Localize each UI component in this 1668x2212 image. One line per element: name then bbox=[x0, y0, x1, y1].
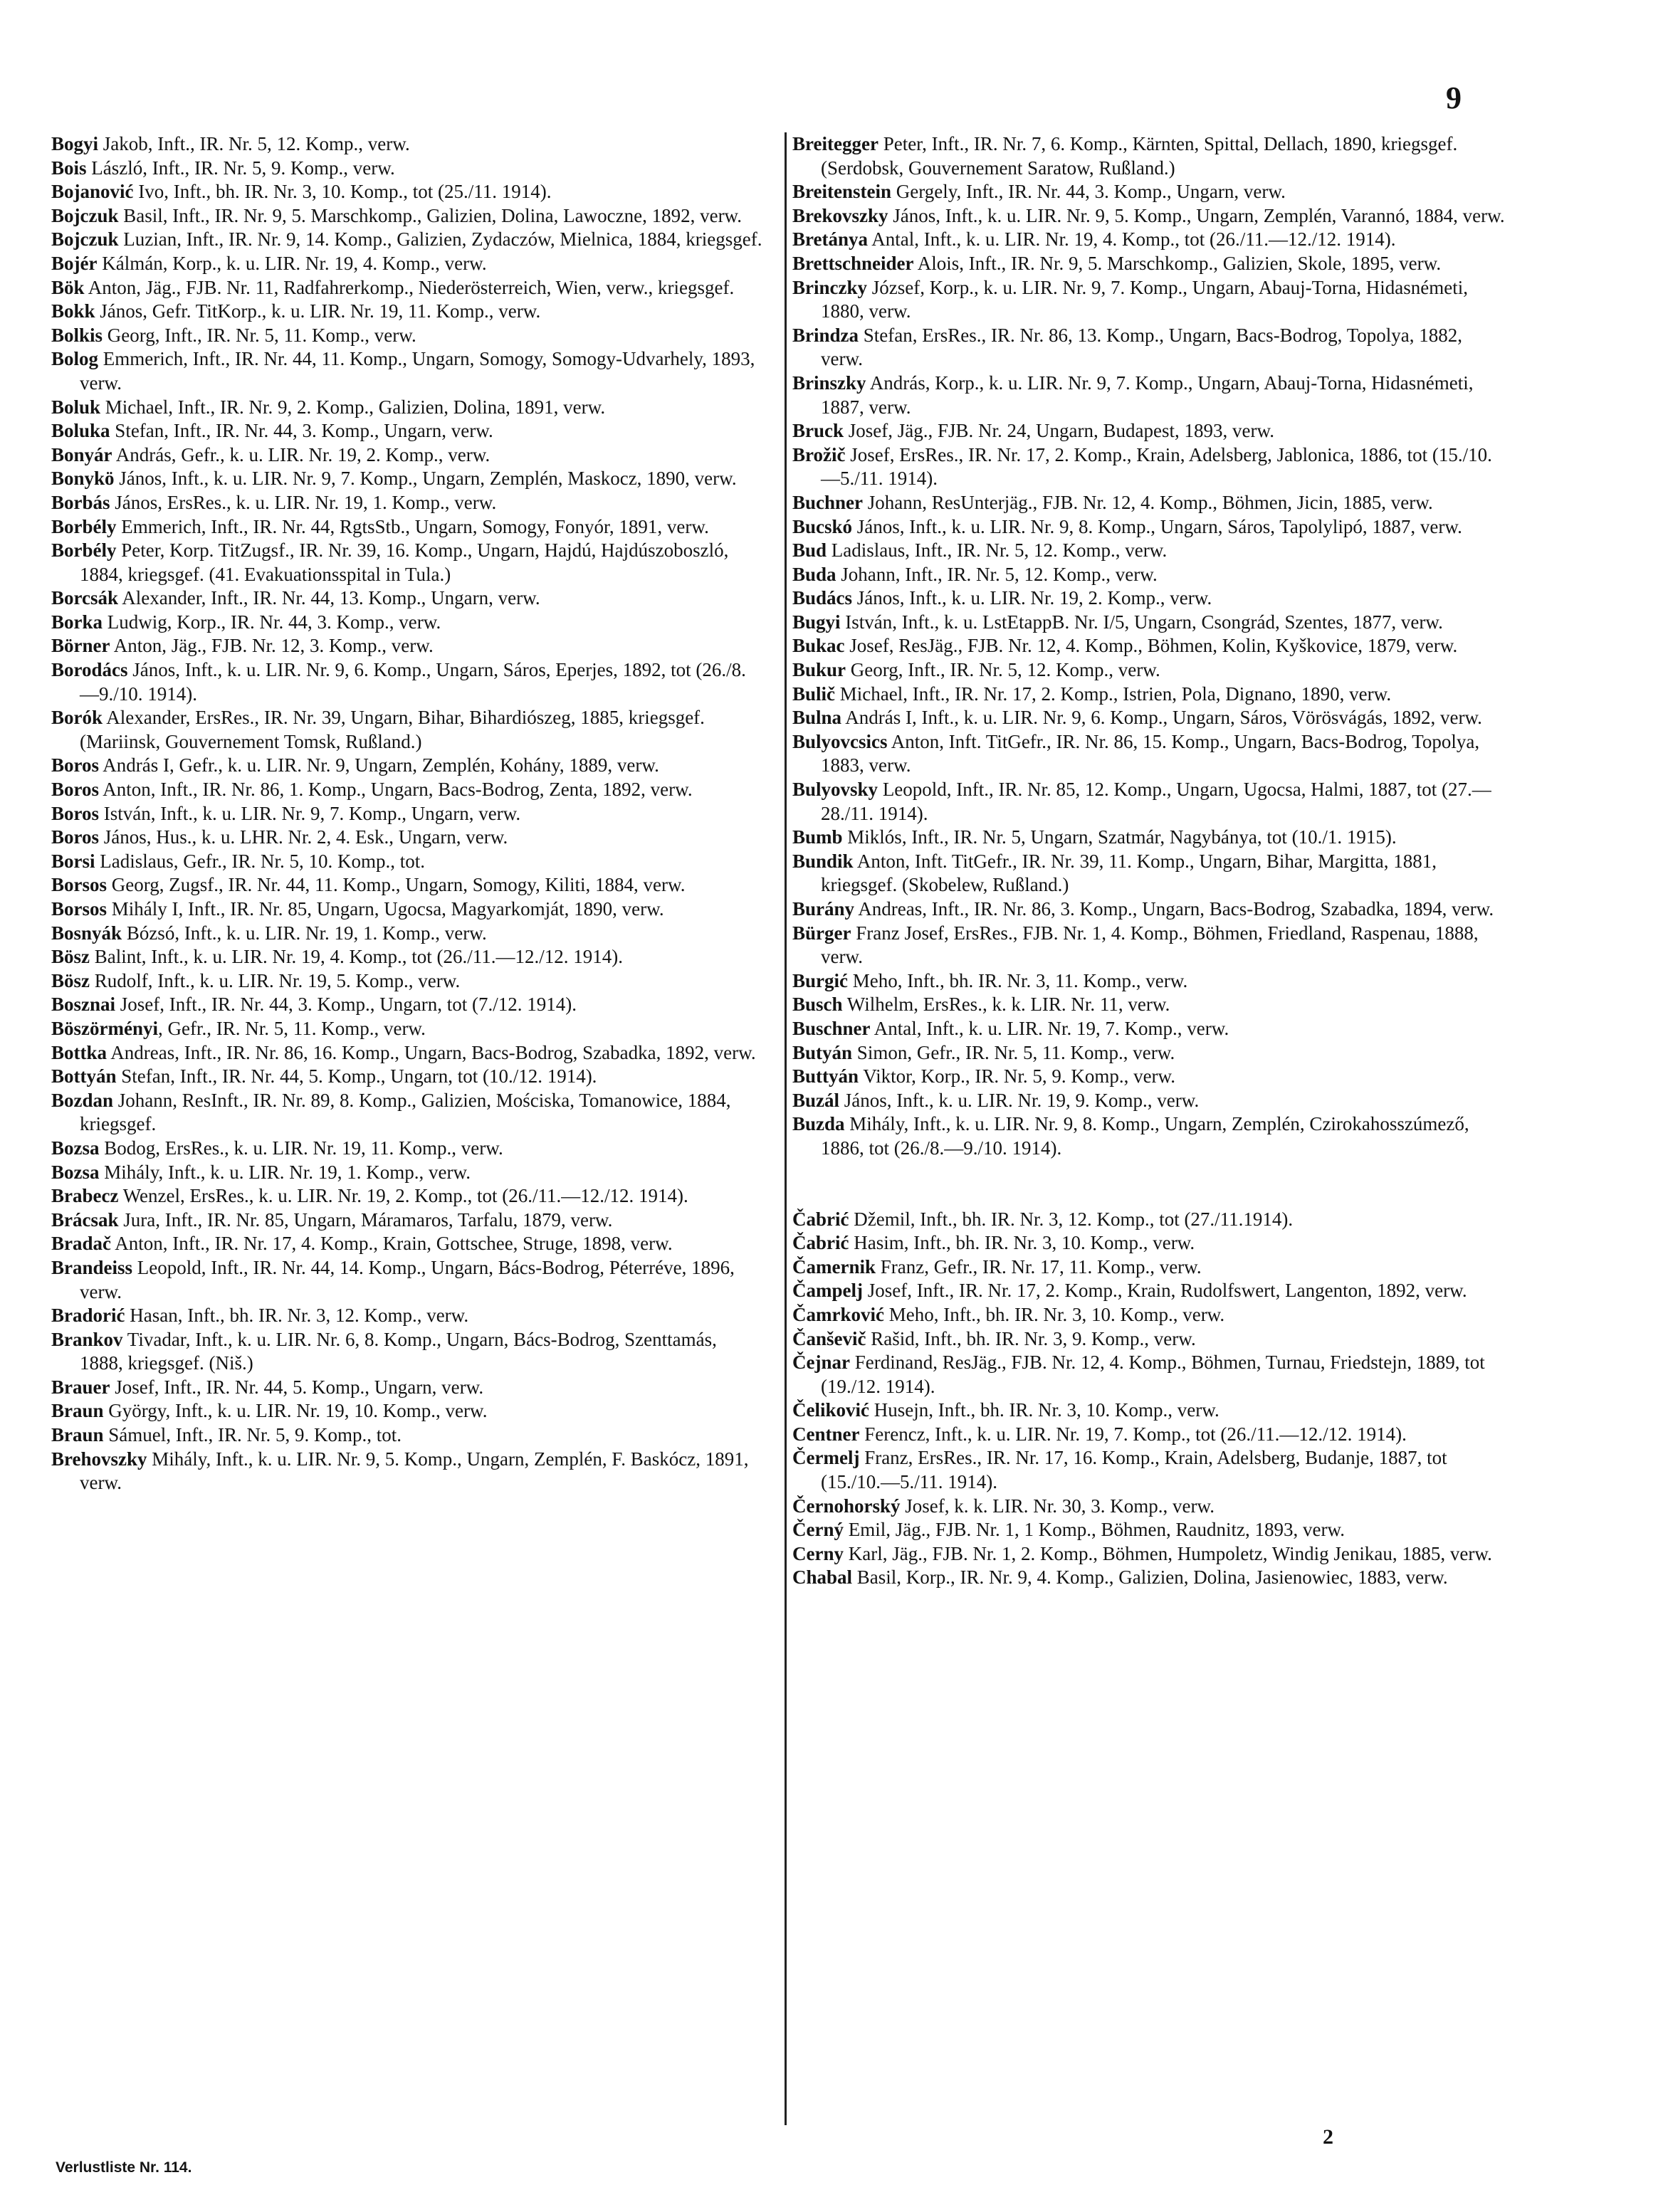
entry-surname: Čabrić bbox=[792, 1208, 849, 1230]
entry-details: Andreas, Inft., IR. Nr. 86, 16. Komp., Ungarn, Bacs-Bodrog, Szabadka, 1892, verw. bbox=[107, 1041, 756, 1063]
entry-details: János, Inft., k. u. LIR. Nr. 9, 7. Komp., Ungarn, Zemplén, Maskocz, 1890, verw. bbox=[114, 468, 737, 490]
entry-surname: Čanševič bbox=[792, 1327, 866, 1349]
entry-surname: Bosznai bbox=[51, 994, 116, 1016]
list-entry bbox=[51, 945, 765, 969]
list-entry bbox=[792, 586, 1506, 611]
entry-surname: Braun bbox=[51, 1424, 104, 1446]
entry-details: Emil, Jäg., FJB. Nr. 1, 1 Komp., Böhmen, Raudnitz, 1893, verw. bbox=[843, 1519, 1345, 1541]
entry-surname: Borcsák bbox=[51, 587, 119, 609]
entry-surname: Bösz bbox=[51, 969, 90, 991]
entry-details: Meho, Inft., bh. IR. Nr. 3, 10. Komp., verw. bbox=[883, 1303, 1225, 1325]
list-entry bbox=[51, 1017, 765, 1041]
list-entry bbox=[792, 1327, 1506, 1352]
entry-details: Franz, ErsRes., IR. Nr. 17, 16. Komp., Krain, Adelsberg, Budanje, 1887, tot (15./10.—5./11. 1914). bbox=[821, 1447, 1447, 1493]
list-entry bbox=[792, 204, 1506, 228]
entry-surname: Bojczuk bbox=[51, 228, 119, 251]
left-column bbox=[51, 132, 765, 1495]
list-entry bbox=[51, 467, 765, 491]
list-entry bbox=[792, 897, 1506, 922]
footer-list-number: Verlustliste Nr. 114. bbox=[56, 2159, 192, 2176]
entry-surname: Bucskó bbox=[792, 515, 853, 537]
entry-surname: Bojczuk bbox=[51, 204, 119, 226]
entry-details: Antal, Inft., k. u. LIR. Nr. 19, 7. Komp., verw. bbox=[870, 1017, 1229, 1039]
entry-details: Mihály, Inft., k. u. LIR. Nr. 19, 1. Komp., verw. bbox=[99, 1161, 471, 1183]
entry-details: András, Korp., k. u. LIR. Nr. 9, 7. Komp., Ungarn, Abauj-Torna, Hidasnémeti, 1887, verw. bbox=[821, 372, 1474, 418]
entry-surname: Čamernik bbox=[792, 1255, 876, 1278]
entry-surname: Boros bbox=[51, 779, 100, 801]
list-entry bbox=[51, 132, 765, 157]
entry-surname: Buda bbox=[792, 563, 836, 585]
entry-surname: Černohorský bbox=[792, 1495, 901, 1517]
entry-details: János, Inft., k. u. LIR. Nr. 9, 8. Komp., Ungarn, Sáros, Tapolylipó, 1887, verw. bbox=[852, 515, 1462, 537]
list-entry bbox=[51, 1423, 765, 1448]
entry-details: József, Korp., k. u. LIR. Nr. 9, 7. Komp., Ungarn, Abauj-Torna, Hidasnémeti, 1880, verw. bbox=[821, 276, 1468, 322]
list-entry bbox=[51, 491, 765, 515]
entry-details: Michael, Inft., IR. Nr. 17, 2. Komp., Istrien, Pola, Dignano, 1890, verw. bbox=[835, 683, 1392, 705]
entry-surname: Borsos bbox=[51, 898, 107, 920]
entry-details: András, Gefr., k. u. LIR. Nr. 19, 2. Komp., verw. bbox=[112, 443, 491, 465]
list-entry bbox=[51, 1399, 765, 1423]
entry-surname: Bradač bbox=[51, 1233, 111, 1255]
entry-details: Mihály, Inft., k. u. LIR. Nr. 9, 8. Komp., Ungarn, Zemplén, Czirokahosszúmező, 1886, tot (26./8.—9./10. 1914). bbox=[821, 1113, 1469, 1159]
entry-details: Luzian, Inft., IR. Nr. 9, 14. Komp., Galizien, Zydaczów, Mielnica, 1884, kriegsgef. bbox=[118, 228, 762, 251]
list-entry bbox=[792, 611, 1506, 635]
entry-surname: Brindza bbox=[792, 324, 859, 346]
entry-details: Leopold, Inft., IR. Nr. 85, 12. Komp., Ungarn, Ugocsa, Halmi, 1887, tot (27.—28./11. 1914). bbox=[821, 779, 1491, 824]
entry-details: Viktor, Korp., IR. Nr. 5, 9. Komp., verw. bbox=[859, 1065, 1176, 1087]
list-entry bbox=[792, 826, 1506, 850]
entry-details: János, Hus., k. u. LHR. Nr. 2, 4. Esk., Ungarn, verw. bbox=[99, 826, 508, 848]
entry-surname: Bottyán bbox=[51, 1065, 117, 1087]
list-entry bbox=[792, 539, 1506, 563]
entry-details: Ladislaus, Gefr., IR. Nr. 5, 10. Komp., tot. bbox=[95, 850, 425, 872]
entry-surname: Bugyi bbox=[792, 611, 841, 633]
entry-surname: Boros bbox=[51, 754, 100, 776]
list-entry bbox=[792, 1017, 1506, 1041]
entry-details: Wilhelm, ErsRes., k. k. LIR. Nr. 11, verw. bbox=[842, 994, 1170, 1016]
list-entry bbox=[51, 993, 765, 1017]
entry-surname: Brabecz bbox=[51, 1185, 119, 1207]
entry-details: Stefan, ErsRes., IR. Nr. 86, 13. Komp., Ungarn, Bacs-Bodrog, Topolya, 1882, verw. bbox=[821, 324, 1463, 370]
entry-surname: Cerny bbox=[792, 1542, 844, 1564]
list-entry bbox=[51, 157, 765, 181]
list-entry bbox=[51, 1448, 765, 1495]
entry-details: Johann, ResInft., IR. Nr. 89, 8. Komp., Galizien, Mościska, Tomanowice, 1884, kriegsgef. bbox=[80, 1089, 731, 1135]
list-entry bbox=[51, 754, 765, 778]
entry-surname: Bösz bbox=[51, 946, 90, 968]
entry-surname: Bolkis bbox=[51, 324, 103, 346]
list-entry bbox=[51, 802, 765, 826]
list-entry bbox=[792, 969, 1506, 994]
entry-details: Andreas, Inft., IR. Nr. 86, 3. Komp., Ungarn, Bacs-Bodrog, Szabadka, 1894, verw. bbox=[854, 898, 1494, 920]
list-entry bbox=[792, 1208, 1506, 1232]
right-column bbox=[785, 132, 1506, 2125]
list-entry bbox=[51, 347, 765, 395]
entry-surname: Čamrković bbox=[792, 1303, 884, 1325]
entry-surname: Čampelj bbox=[792, 1280, 863, 1302]
list-entry bbox=[792, 443, 1506, 491]
entry-surname: Borbély bbox=[51, 515, 117, 537]
list-entry bbox=[792, 1255, 1506, 1280]
entry-surname: Bruck bbox=[792, 420, 844, 442]
list-entry bbox=[792, 563, 1506, 587]
entry-surname: Centner bbox=[792, 1423, 860, 1445]
list-entry bbox=[51, 586, 765, 611]
list-entry bbox=[51, 1256, 765, 1304]
list-entry bbox=[51, 1089, 765, 1137]
entry-details: Mihály, Inft., k. u. LIR. Nr. 9, 5. Komp., Ungarn, Zemplén, F. Baskócz, 1891, verw. bbox=[80, 1448, 749, 1494]
list-entry bbox=[51, 419, 765, 443]
entry-details: Emmerich, Inft., IR. Nr. 44, RgtsStb., Ungarn, Somogy, Fonyór, 1891, verw. bbox=[116, 515, 709, 537]
entry-details: Mihály I, Inft., IR. Nr. 85, Ungarn, Ugocsa, Magyarkomját, 1890, verw. bbox=[107, 898, 664, 920]
entry-details: Anton, Inft. TitGefr., IR. Nr. 86, 15. Komp., Ungarn, Bacs-Bodrog, Topolya, 1883, verw. bbox=[821, 730, 1480, 776]
list-entry bbox=[51, 826, 765, 850]
entry-details: , Gefr., IR. Nr. 5, 11. Komp., verw. bbox=[157, 1017, 426, 1039]
entry-details: Peter, Inft., IR. Nr. 7, 6. Komp., Kärnten, Spittal, Dellach, 1890, kriegsgef. (Serdobsk, Gouvernement Saratow, Rußland.) bbox=[821, 133, 1458, 179]
entry-surname: Bukac bbox=[792, 635, 845, 657]
list-entry bbox=[792, 515, 1506, 539]
section-gap bbox=[792, 1161, 1506, 1208]
entry-details: Karl, Jäg., FJB. Nr. 1, 2. Komp., Böhmen, Humpoletz, Windig Jenikau, 1885, verw. bbox=[843, 1542, 1492, 1564]
entry-details: Alois, Inft., IR. Nr. 9, 5. Marschkomp., Galizien, Skole, 1895, verw. bbox=[913, 252, 1442, 274]
entry-surname: Bojanović bbox=[51, 181, 134, 203]
entry-details: Stefan, Inft., IR. Nr. 44, 3. Komp., Ungarn, verw. bbox=[110, 420, 493, 442]
entry-details: Jura, Inft., IR. Nr. 85, Ungarn, Máramaros, Tarfalu, 1879, verw. bbox=[118, 1208, 613, 1231]
entry-details: István, Inft., k. u. LstEtappB. Nr. I/5, Ungarn, Csongrád, Szentes, 1877, verw. bbox=[840, 611, 1443, 633]
list-entry bbox=[792, 1566, 1506, 1590]
entry-details: Anton, Jäg., FJB. Nr. 11, Radfahrerkomp., Niederösterreich, Wien, verw., kriegsgef. bbox=[84, 276, 735, 298]
entry-surname: Borbély bbox=[51, 539, 117, 562]
entry-surname: Borók bbox=[51, 707, 103, 729]
list-entry bbox=[51, 324, 765, 348]
entry-surname: Bürger bbox=[792, 922, 851, 944]
list-entry bbox=[51, 228, 765, 252]
entry-surname: Bozdan bbox=[51, 1089, 114, 1111]
entry-surname: Brehovszky bbox=[51, 1448, 147, 1470]
entry-details: Josef, k. k. LIR. Nr. 30, 3. Komp., verw. bbox=[900, 1495, 1215, 1517]
list-entry bbox=[51, 204, 765, 228]
entry-surname: Bulna bbox=[792, 707, 842, 729]
entry-surname: Boluk bbox=[51, 396, 101, 418]
entry-surname: Budács bbox=[792, 587, 853, 609]
list-entry bbox=[792, 1423, 1506, 1447]
entry-details: András I, Inft., k. u. LIR. Nr. 9, 6. Komp., Ungarn, Sáros, Vörösvágás, 1892, verw. bbox=[841, 707, 1482, 729]
list-entry bbox=[51, 706, 765, 754]
list-entry bbox=[792, 1089, 1506, 1113]
entry-details: Džemil, Inft., bh. IR. Nr. 3, 12. Komp., tot (27./11.1914). bbox=[849, 1208, 1294, 1230]
list-entry bbox=[51, 1304, 765, 1328]
list-entry bbox=[792, 491, 1506, 515]
entry-details: Anton, Jäg., FJB. Nr. 12, 3. Komp., verw. bbox=[110, 635, 434, 657]
entry-surname: Burány bbox=[792, 898, 855, 920]
entry-surname: Brinszky bbox=[792, 372, 866, 394]
list-entry bbox=[51, 1161, 765, 1185]
list-entry bbox=[792, 419, 1506, 443]
entry-details: Ivo, Inft., bh. IR. Nr. 3, 10. Komp., tot (25./11. 1914). bbox=[133, 181, 552, 203]
list-entry bbox=[51, 1208, 765, 1233]
list-entry bbox=[51, 1137, 765, 1161]
list-entry bbox=[51, 873, 765, 897]
list-entry bbox=[51, 658, 765, 706]
entry-details: Franz Josef, ErsRes., FJB. Nr. 1, 4. Komp., Böhmen, Friedland, Raspenau, 1888, verw. bbox=[821, 922, 1479, 968]
entry-details: Johann, Inft., IR. Nr. 5, 12. Komp., verw. bbox=[836, 563, 1158, 585]
entry-surname: Bulyovsky bbox=[792, 779, 878, 801]
entry-surname: Černý bbox=[792, 1519, 844, 1541]
entry-surname: Čeliković bbox=[792, 1399, 869, 1421]
entry-details: Simon, Gefr., IR. Nr. 5, 11. Komp., verw. bbox=[852, 1041, 1175, 1063]
entry-details: Franz, Gefr., IR. Nr. 17, 11. Komp., verw. bbox=[876, 1255, 1202, 1278]
list-entry bbox=[792, 276, 1506, 324]
entry-details: Anton, Inft., IR. Nr. 17, 4. Komp., Krain, Gottschee, Struge, 1898, verw. bbox=[111, 1233, 673, 1255]
entry-details: Bodog, ErsRes., k. u. LIR. Nr. 19, 11. Komp., verw. bbox=[99, 1137, 503, 1159]
entry-surname: Boros bbox=[51, 802, 100, 824]
entry-details: Hasan, Inft., bh. IR. Nr. 3, 12. Komp., verw. bbox=[125, 1305, 469, 1327]
entry-surname: Burgić bbox=[792, 969, 848, 991]
entry-details: Anton, Inft. TitGefr., IR. Nr. 39, 11. Komp., Ungarn, Bihar, Margitta, 1881, kriegsgef. (Skobelew, Rußland.) bbox=[821, 850, 1437, 896]
entry-surname: Bois bbox=[51, 157, 87, 179]
entry-surname: Breitegger bbox=[792, 133, 878, 154]
entry-details: Georg, Inft., IR. Nr. 5, 12. Komp., verw. bbox=[846, 659, 1160, 681]
entry-surname: Bogyi bbox=[51, 133, 99, 154]
list-entry bbox=[792, 1041, 1506, 1065]
list-entry bbox=[792, 1495, 1506, 1519]
list-entry bbox=[51, 1376, 765, 1400]
entry-surname: Brožič bbox=[792, 443, 846, 465]
entry-surname: Brettschneider bbox=[792, 252, 914, 274]
entry-details: Kálmán, Korp., k. u. LIR. Nr. 19, 4. Komp., verw. bbox=[97, 252, 487, 274]
entry-surname: Bud bbox=[792, 539, 827, 562]
entry-details: János, Inft., k. u. LIR. Nr. 9, 5. Komp., Ungarn, Zemplén, Varannó, 1884, verw. bbox=[888, 204, 1505, 226]
entry-surname: Chabal bbox=[792, 1566, 853, 1589]
list-entry bbox=[792, 324, 1506, 372]
entry-surname: Borbás bbox=[51, 491, 110, 513]
entry-details: Johann, ResUnterjäg., FJB. Nr. 12, 4. Komp., Böhmen, Jicin, 1885, verw. bbox=[863, 491, 1433, 513]
entry-details: Wenzel, ErsRes., k. u. LIR. Nr. 19, 2. Komp., tot (26./11.—12./12. 1914). bbox=[118, 1185, 688, 1207]
entry-details: Rudolf, Inft., k. u. LIR. Nr. 19, 5. Komp., verw. bbox=[90, 969, 461, 991]
entry-details: Jakob, Inft., IR. Nr. 5, 12. Komp., verw. bbox=[98, 133, 410, 154]
entry-surname: Brankov bbox=[51, 1328, 123, 1350]
list-entry bbox=[51, 922, 765, 946]
list-entry bbox=[51, 1041, 765, 1065]
entry-details: Antal, Inft., k. u. LIR. Nr. 19, 4. Komp., tot (26./11.—12./12. 1914). bbox=[868, 228, 1396, 251]
list-entry bbox=[792, 730, 1506, 778]
entry-surname: Busch bbox=[792, 994, 843, 1016]
list-entry bbox=[792, 1303, 1506, 1327]
entry-surname: Bukur bbox=[792, 659, 846, 681]
entry-surname: Bonykö bbox=[51, 468, 115, 490]
list-entry bbox=[51, 850, 765, 874]
entry-details: Leopold, Inft., IR. Nr. 44, 14. Komp., Ungarn, Bács-Bodrog, Péterréve, 1896, verw. bbox=[80, 1256, 735, 1302]
entry-details: András I, Gefr., k. u. LIR. Nr. 9, Ungarn, Zemplén, Kohány, 1889, verw. bbox=[99, 754, 659, 776]
list-entry bbox=[792, 1065, 1506, 1089]
entry-details: Ludwig, Korp., IR. Nr. 44, 3. Komp., verw. bbox=[103, 611, 441, 633]
entry-details: János, ErsRes., k. u. LIR. Nr. 19, 1. Komp., verw. bbox=[110, 491, 497, 513]
entry-details: Emmerich, Inft., IR. Nr. 44, 11. Komp., Ungarn, Somogy, Somogy-Udvarhely, 1893, verw. bbox=[80, 348, 755, 394]
entry-details: Josef, ErsRes., IR. Nr. 17, 2. Komp., Krain, Adelsberg, Jablonica, 1886, tot (15./10.—5./11. 1914). bbox=[821, 443, 1492, 490]
list-entry bbox=[51, 1328, 765, 1376]
entry-surname: Bottka bbox=[51, 1041, 107, 1063]
list-entry bbox=[792, 1351, 1506, 1399]
page-number: 9 bbox=[1446, 80, 1462, 115]
list-entry bbox=[51, 252, 765, 276]
entry-details: Hasim, Inft., bh. IR. Nr. 3, 10. Komp., verw. bbox=[849, 1232, 1195, 1254]
list-entry bbox=[51, 778, 765, 802]
entry-surname: Čejnar bbox=[792, 1352, 850, 1374]
entry-surname: Börner bbox=[51, 635, 110, 657]
list-entry bbox=[792, 993, 1506, 1017]
list-entry bbox=[51, 1184, 765, 1208]
entry-surname: Brinczky bbox=[792, 276, 867, 298]
entry-surname: Buzda bbox=[792, 1113, 845, 1135]
entry-surname: Bulyovcsics bbox=[792, 730, 888, 752]
entry-details: Rašid, Inft., bh. IR. Nr. 3, 9. Komp., verw. bbox=[866, 1327, 1196, 1349]
list-entry bbox=[792, 778, 1506, 826]
entry-details: László, Inft., IR. Nr. 5, 9. Komp., verw. bbox=[86, 157, 395, 179]
entry-surname: Brauer bbox=[51, 1376, 110, 1398]
list-entry bbox=[792, 1446, 1506, 1494]
list-entry bbox=[792, 252, 1506, 276]
list-entry bbox=[792, 922, 1506, 969]
list-entry bbox=[51, 276, 765, 300]
list-entry bbox=[792, 706, 1506, 730]
list-entry bbox=[792, 1112, 1506, 1160]
list-entry bbox=[792, 658, 1506, 683]
entry-details: Alexander, ErsRes., IR. Nr. 39, Ungarn, Bihar, Bihardiószeg, 1885, kriegsgef. (Mariinsk, Gouvernement Tomsk, Rußland.) bbox=[80, 707, 705, 752]
entry-surname: Braun bbox=[51, 1400, 104, 1422]
list-entry bbox=[51, 300, 765, 324]
entry-surname: Bumb bbox=[792, 826, 843, 848]
entry-details: János, Inft., k. u. LIR. Nr. 9, 6. Komp., Ungarn, Sáros, Eperjes, 1892, tot (26./8.—9./10. 1914). bbox=[80, 659, 746, 705]
list-entry bbox=[792, 1231, 1506, 1255]
list-entry bbox=[51, 897, 765, 922]
list-entry bbox=[792, 683, 1506, 707]
entry-details: Georg, Zugsf., IR. Nr. 44, 11. Komp., Ungarn, Somogy, Kiliti, 1884, verw. bbox=[107, 874, 686, 896]
list-entry bbox=[51, 180, 765, 204]
entry-surname: Bolog bbox=[51, 348, 99, 370]
entry-surname: Čabrić bbox=[792, 1232, 849, 1254]
entry-surname: Bonyár bbox=[51, 443, 112, 465]
list-entry bbox=[51, 634, 765, 658]
entry-surname: Buschner bbox=[792, 1017, 871, 1039]
entry-details: Josef, Inft., IR. Nr. 44, 5. Komp., Ungarn, verw. bbox=[110, 1376, 484, 1398]
entry-surname: Brácsak bbox=[51, 1208, 119, 1231]
list-entry bbox=[792, 372, 1506, 419]
entry-details: Peter, Korp. TitZugsf., IR. Nr. 39, 16. Komp., Ungarn, Hajdú, Hajdúszoboszló, 1884, kriegsgef. (41. Evakuationsspital in Tula.) bbox=[80, 539, 729, 585]
entry-surname: Bök bbox=[51, 276, 85, 298]
entry-surname: Boros bbox=[51, 826, 100, 848]
entry-details: János, Inft., k. u. LIR. Nr. 19, 9. Komp., verw. bbox=[839, 1089, 1200, 1111]
entry-details: Anton, Inft., IR. Nr. 86, 1. Komp., Ungarn, Bacs-Bodrog, Zenta, 1892, verw. bbox=[99, 779, 693, 801]
entry-details: Josef, ResJäg., FJB. Nr. 12, 4. Komp., Böhmen, Kolin, Kyškovice, 1879, verw. bbox=[844, 635, 1458, 657]
entry-details: Michael, Inft., IR. Nr. 9, 2. Komp., Galizien, Dolina, 1891, verw. bbox=[100, 396, 606, 418]
entry-details: Stefan, Inft., IR. Nr. 44, 5. Komp., Ungarn, tot (10./12. 1914). bbox=[116, 1065, 597, 1087]
entry-surname: Borka bbox=[51, 611, 103, 633]
entry-surname: Bulič bbox=[792, 683, 836, 705]
list-entry bbox=[792, 180, 1506, 204]
entry-details: György, Inft., k. u. LIR. Nr. 19, 10. Komp., verw. bbox=[103, 1400, 488, 1422]
list-entry bbox=[792, 850, 1506, 897]
entry-details: Ferencz, Inft., k. u. LIR. Nr. 19, 7. Komp., tot (26./11.—12./12. 1914). bbox=[859, 1423, 1407, 1445]
entry-surname: Buzál bbox=[792, 1089, 840, 1111]
entry-details: Meho, Inft., bh. IR. Nr. 3, 11. Komp., verw. bbox=[848, 969, 1188, 991]
entry-surname: Bokk bbox=[51, 300, 95, 322]
entry-surname: Böszörményi bbox=[51, 1017, 158, 1039]
entry-surname: Buchner bbox=[792, 491, 864, 513]
list-entry bbox=[51, 1232, 765, 1256]
entry-surname: Brandeiss bbox=[51, 1256, 133, 1278]
entry-details: István, Inft., k. u. LIR. Nr. 9, 7. Komp., Ungarn, verw. bbox=[99, 802, 521, 824]
entry-details: Balint, Inft., k. u. LIR. Nr. 19, 4. Komp., tot (26./11.—12./12. 1914). bbox=[90, 946, 623, 968]
entry-details: Ladislaus, Inft., IR. Nr. 5, 12. Komp., verw. bbox=[827, 539, 1168, 562]
list-entry bbox=[51, 396, 765, 420]
list-entry bbox=[51, 443, 765, 468]
list-entry bbox=[792, 634, 1506, 658]
list-entry bbox=[51, 611, 765, 635]
entry-details: Josef, Jäg., FJB. Nr. 24, Ungarn, Budapest, 1893, verw. bbox=[844, 420, 1274, 442]
entry-details: Tivadar, Inft., k. u. LIR. Nr. 6, 8. Komp., Ungarn, Bács-Bodrog, Szenttamás, 1888, kriegsgef. (Niš.) bbox=[80, 1328, 717, 1374]
entry-details: János, Inft., k. u. LIR. Nr. 19, 2. Komp., verw. bbox=[852, 587, 1212, 609]
entry-details: Gergely, Inft., IR. Nr. 44, 3. Komp., Ungarn, verw. bbox=[891, 181, 1286, 203]
entry-surname: Bretánya bbox=[792, 228, 868, 251]
entry-details: Basil, Inft., IR. Nr. 9, 5. Marschkomp., Galizien, Dolina, Lawoczne, 1892, verw. bbox=[118, 204, 743, 226]
list-entry bbox=[792, 1518, 1506, 1542]
list-entry bbox=[792, 1279, 1506, 1303]
list-entry bbox=[792, 1542, 1506, 1566]
entry-details: Ferdinand, ResJäg., FJB. Nr. 12, 4. Komp., Böhmen, Turnau, Friedstejn, 1889, tot (19./12. 1914). bbox=[821, 1352, 1485, 1397]
entry-surname: Bradorić bbox=[51, 1305, 125, 1327]
list-entry bbox=[51, 969, 765, 994]
entry-surname: Bozsa bbox=[51, 1137, 100, 1159]
list-entry bbox=[792, 1399, 1506, 1423]
entry-surname: Brekovszky bbox=[792, 204, 888, 226]
list-entry bbox=[51, 515, 765, 539]
list-entry bbox=[792, 132, 1506, 180]
entry-surname: Borsos bbox=[51, 874, 107, 896]
entry-surname: Bundik bbox=[792, 850, 854, 872]
entry-surname: Boluka bbox=[51, 420, 110, 442]
entry-details: Husejn, Inft., bh. IR. Nr. 3, 10. Komp., verw. bbox=[869, 1399, 1219, 1421]
entry-details: János, Gefr. TitKorp., k. u. LIR. Nr. 19, 11. Komp., verw. bbox=[95, 300, 541, 322]
footer-sheet-number: 2 bbox=[1323, 2125, 1333, 2149]
entry-surname: Čermelj bbox=[792, 1447, 860, 1469]
entry-details: Josef, Inft., IR. Nr. 44, 3. Komp., Ungarn, tot (7./12. 1914). bbox=[115, 994, 577, 1016]
entry-surname: Borsi bbox=[51, 850, 95, 872]
entry-details: Sámuel, Inft., IR. Nr. 5, 9. Komp., tot. bbox=[103, 1424, 402, 1446]
entry-surname: Butyán bbox=[792, 1041, 853, 1063]
entry-details: Miklós, Inft., IR. Nr. 5, Ungarn, Szatmár, Nagybánya, tot (10./1. 1915). bbox=[842, 826, 1397, 848]
entry-details: Georg, Inft., IR. Nr. 5, 11. Komp., verw. bbox=[103, 324, 416, 346]
list-entry bbox=[51, 539, 765, 586]
entry-details: Alexander, Inft., IR. Nr. 44, 13. Komp., Ungarn, verw. bbox=[118, 587, 540, 609]
list-entry bbox=[792, 228, 1506, 252]
entry-details: Bózsó, Inft., k. u. LIR. Nr. 19, 1. Komp., verw. bbox=[122, 922, 487, 944]
entry-surname: Buttyán bbox=[792, 1065, 859, 1087]
entry-details: Josef, Inft., IR. Nr. 17, 2. Komp., Krain, Rudolfswert, Langenton, 1892, verw. bbox=[862, 1280, 1467, 1302]
entry-surname: Bosnyák bbox=[51, 922, 122, 944]
entry-surname: Breitenstein bbox=[792, 181, 891, 203]
entry-surname: Bozsa bbox=[51, 1161, 100, 1183]
entry-surname: Bojér bbox=[51, 252, 98, 274]
entry-details: Basil, Korp., IR. Nr. 9, 4. Komp., Galizien, Dolina, Jasienowiec, 1883, verw. bbox=[852, 1566, 1448, 1589]
entry-surname: Borodács bbox=[51, 659, 128, 681]
list-entry bbox=[51, 1065, 765, 1089]
